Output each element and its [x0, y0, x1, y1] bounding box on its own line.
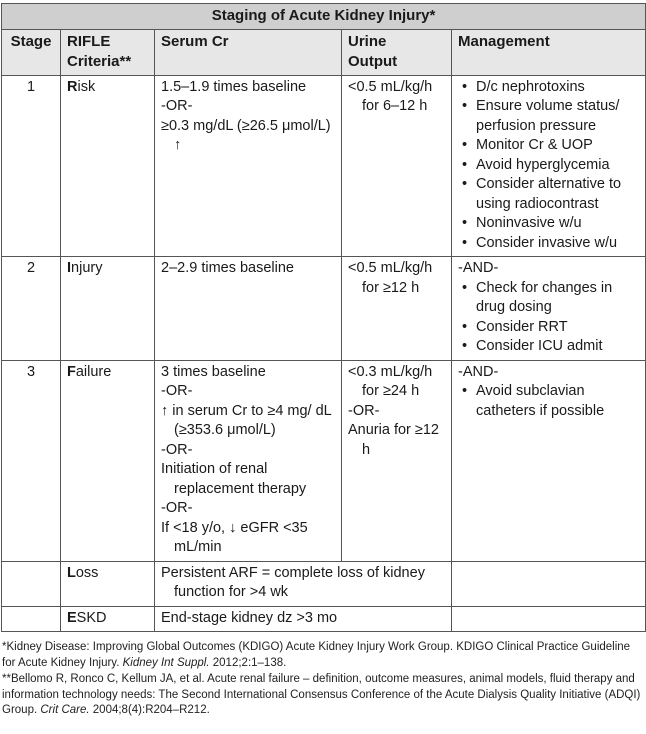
- management-item: • Check for changes in drug dosing: [458, 279, 639, 318]
- urine-output-cell: [342, 257, 452, 361]
- management-item: • Avoid subclavian catheters if possible: [458, 382, 639, 421]
- management-cell: [452, 360, 646, 561]
- header-rifle-line2: Criteria**: [67, 52, 132, 70]
- stage-number: 1: [2, 75, 61, 257]
- table-title: Staging of Acute Kidney Injury*: [2, 4, 646, 30]
- serum-line: ↑ in serum Cr to ≥4 mg/ dL (≥353.6 μmol/L): [161, 402, 332, 438]
- aki-staging-table: [1, 3, 646, 632]
- serum-line: If <18 y/o, ↓ eGFR <35 mL/min: [161, 519, 308, 555]
- management-list: [458, 279, 639, 357]
- management-item: • Consider RRT: [458, 318, 639, 338]
- management-and-prefix: -AND-: [458, 260, 499, 276]
- urine-line: Anuria for ≥12 h: [348, 422, 439, 458]
- table-row-loss: [2, 561, 646, 606]
- serum-line: 3 times baseline: [161, 363, 266, 380]
- stage-number-empty: [2, 561, 61, 606]
- header-rifle-criteria: [61, 29, 155, 75]
- serum-line: -OR-: [161, 441, 193, 458]
- management-item: • Consider alternative to using radiocontrast: [458, 175, 639, 214]
- urine-output-cell: [342, 75, 452, 257]
- rifle-criteria: ESKD: [61, 606, 155, 632]
- urine-line: <0.3 mL/kg/h for ≥24 h: [348, 363, 433, 399]
- table-row-stage-2: [2, 257, 646, 361]
- management-cell-empty: [452, 606, 646, 632]
- management-cell: [452, 257, 646, 361]
- header-stage: Stage: [2, 29, 61, 75]
- serum-line: -OR-: [161, 383, 193, 399]
- serum-line: ≥0.3 mg/dL (≥26.5 μmol/L) ↑: [161, 117, 331, 153]
- rifle-criteria: Risk: [61, 75, 155, 257]
- rifle-criteria: Failure: [61, 360, 155, 561]
- rifle-criteria: Loss: [61, 561, 155, 606]
- header-management: Management: [452, 29, 646, 75]
- management-item: • Monitor Cr & UOP: [458, 136, 639, 156]
- management-cell-empty: [452, 561, 646, 606]
- urine-line: -OR-: [348, 402, 380, 419]
- rifle-criteria: Injury: [61, 257, 155, 361]
- management-item: • Noninvasive w/u: [458, 214, 639, 234]
- header-serum-cr: Serum Cr: [155, 29, 342, 75]
- management-item: • Ensure volume status/ perfusion pressure: [458, 97, 639, 136]
- header-urine-output: [342, 29, 452, 75]
- urine-line: <0.5 mL/kg/h for ≥12 h: [348, 260, 433, 296]
- urine-output-cell: [342, 360, 452, 561]
- management-item: • D/c nephrotoxins: [458, 78, 639, 98]
- eskd-description: End-stage kidney dz >3 mo: [155, 606, 452, 632]
- management-list: [458, 78, 639, 254]
- serum-line: -OR-: [161, 500, 193, 516]
- table-row-stage-1: [2, 75, 646, 257]
- table-row-eskd: [2, 606, 646, 632]
- serum-line: Initiation of renal replacement therapy: [161, 461, 307, 497]
- management-item: • Avoid hyperglycemia: [458, 156, 639, 176]
- stage-number: 2: [2, 257, 61, 361]
- table-header-row: [2, 29, 646, 75]
- management-and-prefix: -AND-: [458, 363, 499, 380]
- serum-line: -OR-: [161, 98, 193, 114]
- management-list: [458, 382, 639, 421]
- serum-line: 2–2.9 times baseline: [161, 260, 294, 276]
- footnotes: [2, 640, 642, 720]
- stage-number-empty: [2, 606, 61, 632]
- header-urine-line2: Output: [348, 52, 398, 70]
- management-cell: [452, 75, 646, 257]
- loss-description: Persistent ARF = complete loss of kidney function for >4 wk: [155, 561, 452, 606]
- serum-cr-cell: [155, 75, 342, 257]
- stage-number: 3: [2, 360, 61, 561]
- footnote-adqi: **Bellomo R, Ronco C, Kellum JA, et al. Acute renal failure – definition, outcome measures, animal models, fluid therapy and information technology needs: The Second International Consensus Conference of the Acute Dialysis Quality Initiative (ADQI) Group. Crit Care. 2004;8(4):R204–R212.: [2, 673, 641, 716]
- serum-cr-cell: [155, 257, 342, 361]
- urine-line: <0.5 mL/kg/h for 6–12 h: [348, 78, 433, 114]
- management-item: • Consider ICU admit: [458, 337, 639, 357]
- management-item: • Consider invasive w/u: [458, 234, 639, 254]
- table-row-stage-3: [2, 360, 646, 561]
- serum-line: 1.5–1.9 times baseline: [161, 78, 307, 95]
- header-rifle-line1: RIFLE: [67, 32, 111, 50]
- header-urine-line1: Urine: [348, 32, 387, 50]
- footnote-kdigo: *Kidney Disease: Improving Global Outcomes (KDIGO) Acute Kidney Injury Work Group. KDIGO Clinical Practice Guideline for Acute Kidney Injury. Kidney Int Suppl. 2012;2:1–138.: [2, 641, 631, 669]
- serum-cr-cell: [155, 360, 342, 561]
